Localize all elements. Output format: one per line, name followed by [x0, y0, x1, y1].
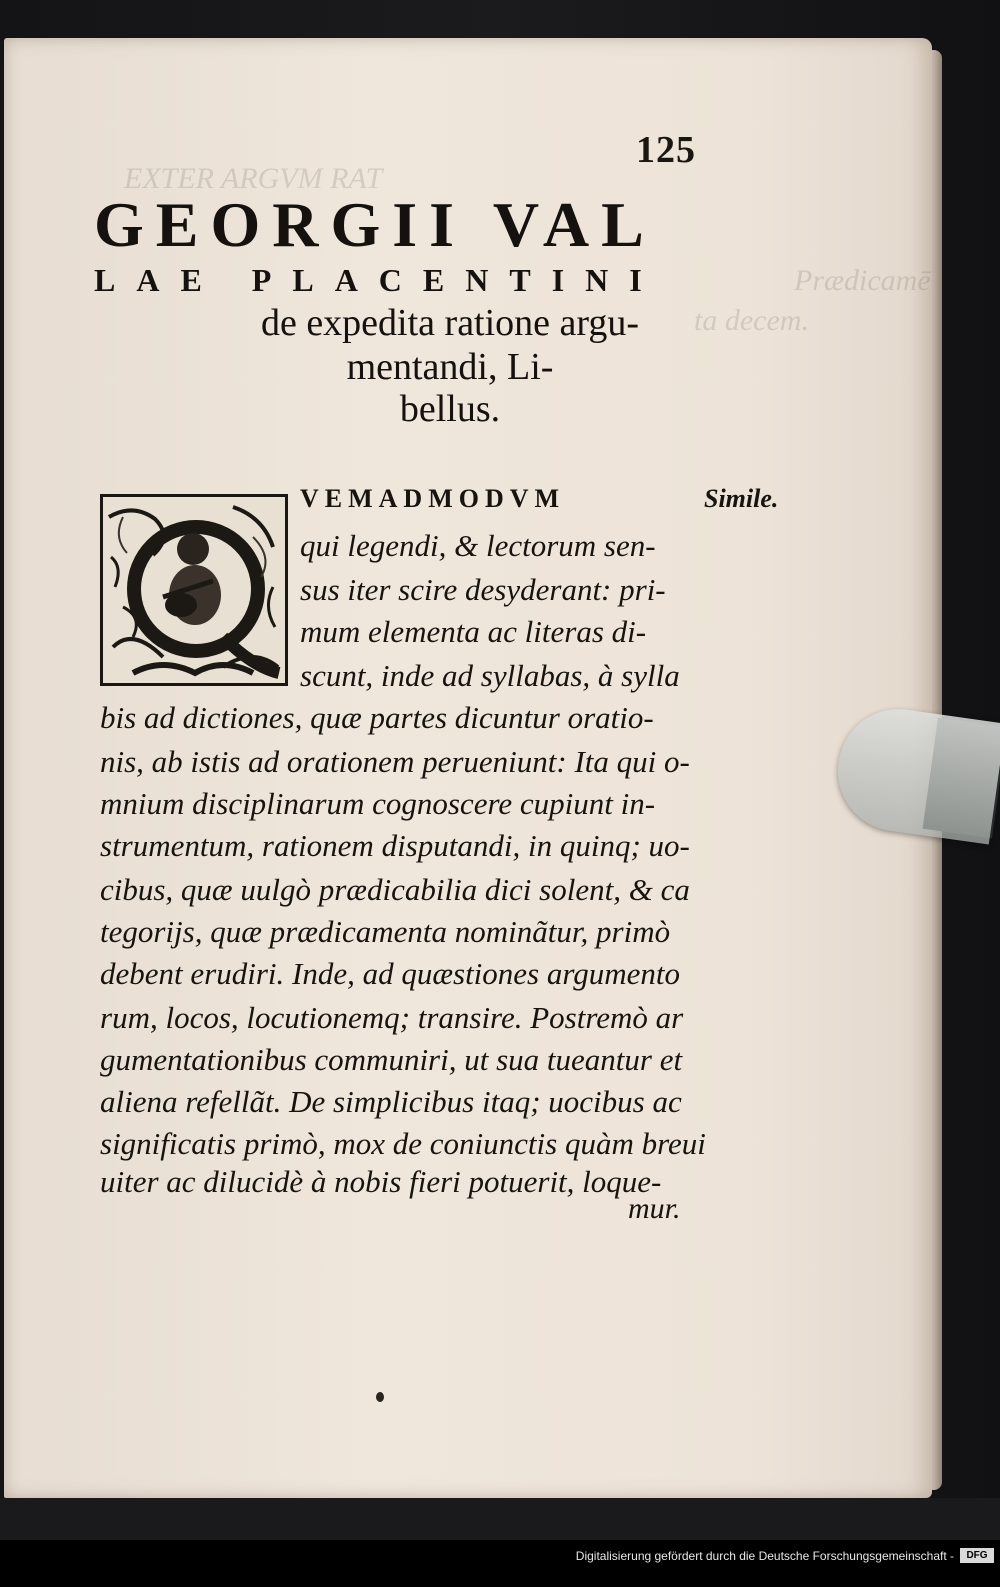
- body-line: significatis primò, mox de coniunctis quàm breui: [100, 1126, 706, 1161]
- catchword: mur.: [628, 1192, 681, 1225]
- body-line: strumentum, rationem disputandi, in quinq; uo-: [100, 828, 690, 863]
- body-line: cibus, quæ uulgò prædicabilia dici solent, & ca: [100, 872, 690, 907]
- body-line: debent erudiri. Inde, ad quæstiones argumento: [100, 956, 681, 991]
- body-line: nis, ab istis ad orationem perueniunt: Ita qui o-: [100, 744, 690, 779]
- footer-bar: [0, 1540, 1000, 1587]
- margin-note: Simile.: [704, 484, 779, 513]
- woodcut-initial-illustration: [103, 497, 285, 683]
- body-line: mum elementa ac literas di-: [300, 614, 647, 649]
- body-line: uiter ac dilucidè à nobis fieri potuerit, loque-: [100, 1164, 662, 1199]
- body-line: gumentationibus communiri, ut sua tueantur et: [100, 1042, 683, 1077]
- page-number: 125: [636, 129, 696, 171]
- subtitle-line-1: de expedita ratione argu-: [260, 302, 640, 344]
- body-line: qui legendi, & lectorum sen-: [300, 528, 656, 563]
- scan-lower-margin: [0, 1498, 1000, 1540]
- title-line-1: GEORGII VAL: [94, 189, 656, 260]
- subtitle-line-2: mentandi, Li-: [346, 346, 554, 388]
- body-line: sus iter scire desyderant: pri-: [300, 572, 666, 607]
- subtitle-line-3: bellus.: [399, 388, 501, 430]
- body-line: aliena refellãt. De simplicibus itaq; uocibus ac: [100, 1084, 682, 1119]
- show-through-text: EXTER ARGVM RAT: [124, 162, 383, 195]
- title-line-2: LAE PLACENTINI: [94, 262, 663, 298]
- dfg-logo: DFG: [960, 1548, 994, 1563]
- signature-mark: [376, 1392, 384, 1402]
- show-through-text: ta decem.: [694, 304, 809, 337]
- show-through-text: Prædicamē: [794, 264, 931, 297]
- body-line: bis ad dictiones, quæ partes dicuntur oratio-: [100, 700, 654, 735]
- body-line: tegorijs, quæ prædicamenta nominãtur, primò: [100, 914, 671, 949]
- first-line-capitals: VEMADMODVM: [300, 484, 566, 513]
- body-line: rum, locos, locutionemq; transire. Postremò ar: [100, 1000, 684, 1035]
- body-line: scunt, inde ad syllabas, à sylla: [300, 658, 680, 693]
- footer-credit: Digitalisierung gefördert durch die Deutsche Forschungsgemeinschaft -: [575, 1549, 954, 1563]
- decorated-initial: [100, 494, 288, 686]
- body-line: mnium disciplinarum cognoscere cupiunt in-: [100, 786, 656, 821]
